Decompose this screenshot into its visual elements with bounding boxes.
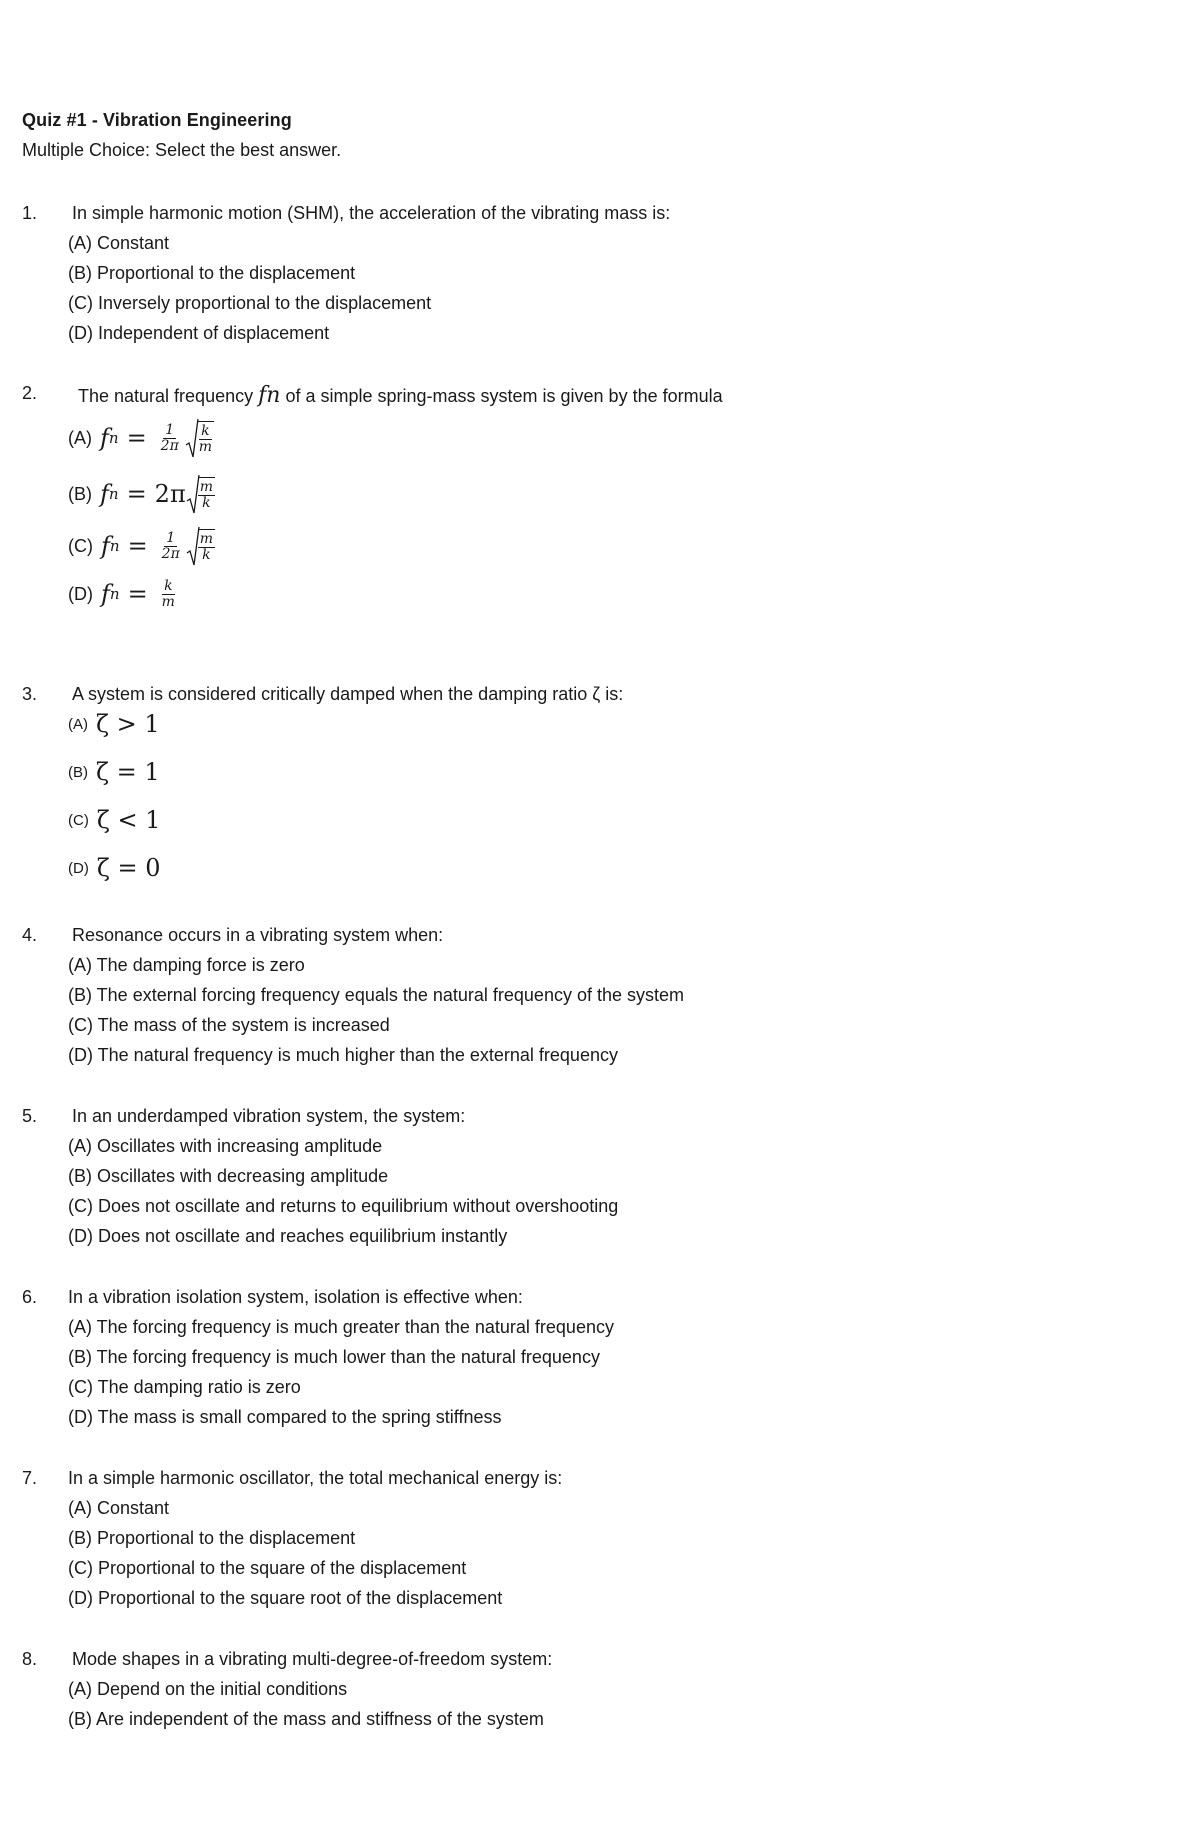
option-a: (A) Constant	[68, 1498, 170, 1518]
question-text: In a vibration isolation system, isolation is effective when:	[68, 1287, 523, 1307]
option-a: (A) The damping force is zero	[68, 955, 305, 975]
option-b: (B) Proportional to the displacement	[68, 263, 356, 283]
option-d: (D) f n = $\frac{k}{m}$	[68, 578, 175, 610]
question-number: 2.	[22, 383, 38, 403]
question-text: Resonance occurs in a vibrating system when:	[72, 925, 444, 945]
option-b: (B) The forcing frequency is much lower than the natural frequency	[68, 1347, 600, 1367]
option-c: (C) ζ < 1	[68, 806, 161, 834]
option-c: (C) The damping ratio is zero	[68, 1377, 301, 1397]
option-d: (D) The mass is small compared to the spring stiffness	[68, 1407, 502, 1427]
question-number: 7.	[22, 1468, 38, 1488]
question-number: 3.	[22, 684, 38, 704]
option-d: (D) Proportional to the square root of the displacement	[68, 1588, 503, 1608]
question-text: A system is considered critically damped when the damping ratio ζ is:	[72, 684, 624, 704]
question-number: 8.	[22, 1649, 38, 1669]
quiz-instructions: Multiple Choice: Select the best answer.	[22, 140, 342, 160]
option-a: (A) f n = $\frac{1}{2\pi}$ $\frac{k}{m}$	[68, 417, 218, 459]
option-d: (D) The natural frequency is much higher than the external frequency	[68, 1045, 618, 1065]
question-number: 5.	[22, 1106, 38, 1126]
fn-symbol: fn	[258, 383, 281, 408]
option-b: (B) Are independent of the mass and stiffness of the system	[68, 1709, 544, 1729]
option-b: (B) f n = 2π $\frac{m}{k}$	[68, 473, 219, 515]
option-a: (A) Depend on the initial conditions	[68, 1679, 348, 1699]
question-text: Mode shapes in a vibrating multi-degree-of-freedom system:	[72, 1649, 553, 1669]
question-text: In an underdamped vibration system, the system:	[72, 1106, 466, 1126]
question-number: 1.	[22, 203, 38, 223]
option-b: (B) The external forcing frequency equals the natural frequency of the system	[68, 985, 684, 1005]
option-c: (C) Does not oscillate and returns to equilibrium without overshooting	[68, 1196, 619, 1216]
option-d: (D) Independent of displacement	[68, 323, 330, 343]
option-c: (C) Inversely proportional to the displacement	[68, 293, 432, 313]
option-b: (B) Oscillates with decreasing amplitude	[68, 1166, 389, 1186]
option-d: (D) Does not oscillate and reaches equilibrium instantly	[68, 1226, 508, 1246]
option-a: (A) Constant	[68, 233, 170, 253]
option-b: (B) ζ = 1	[68, 758, 160, 786]
quiz-title: Quiz #1 - Vibration Engineering	[22, 110, 292, 130]
option-b: (B) Proportional to the displacement	[68, 1528, 356, 1548]
question-number: 6.	[22, 1287, 38, 1307]
question-text: In a simple harmonic oscillator, the total mechanical energy is:	[68, 1468, 563, 1488]
option-d: (D) ζ = 0	[68, 854, 161, 882]
option-a: (A) Oscillates with increasing amplitude	[68, 1136, 383, 1156]
option-a: (A) ζ > 1	[68, 710, 160, 738]
option-c: (C) f n = $\frac{1}{2\pi}$ $\frac{m}{k}$	[68, 525, 219, 567]
question-text: In simple harmonic motion (SHM), the acceleration of the vibrating mass is:	[72, 203, 671, 223]
question-text: The natural frequency fn of a simple spring-mass system is given by the formula	[78, 383, 723, 408]
option-a: (A) The forcing frequency is much greater than the natural frequency	[68, 1317, 614, 1337]
option-c: (C) The mass of the system is increased	[68, 1015, 390, 1035]
option-c: (C) Proportional to the square of the displacement	[68, 1558, 467, 1578]
question-number: 4.	[22, 925, 38, 945]
